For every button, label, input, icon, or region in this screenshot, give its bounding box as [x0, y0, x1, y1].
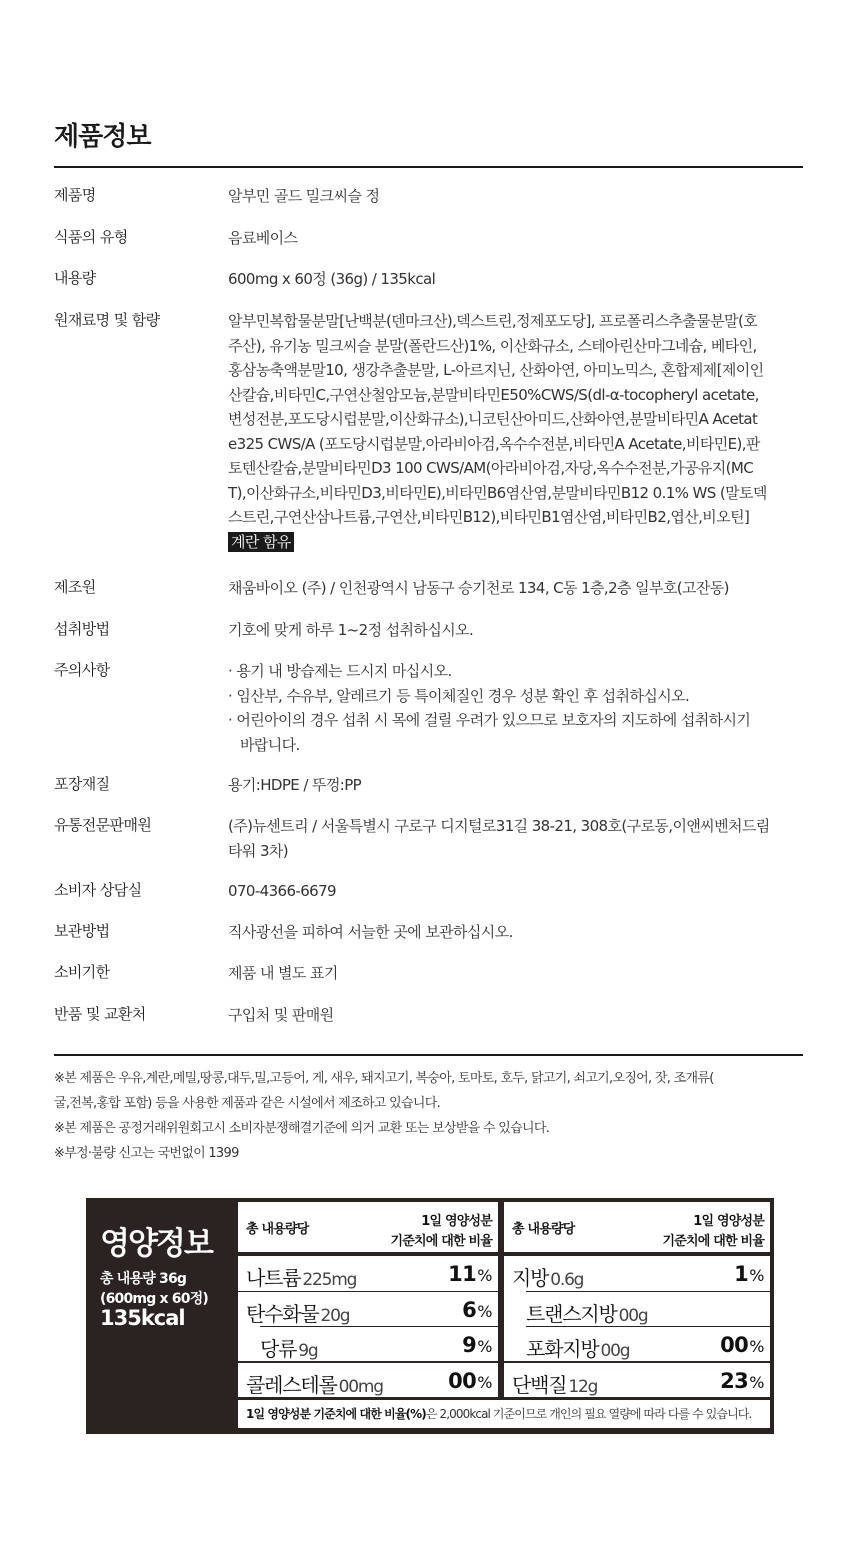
- notes-divider: [54, 1054, 803, 1056]
- percent-unit: %: [477, 1373, 492, 1392]
- notice-line: 굴,전복,홍합 포함) 등을 사용한 제품과 같은 시설에서 제조하고 있습니다.: [54, 1096, 441, 1111]
- row-label: 유통전문판매원: [54, 816, 152, 834]
- nutrient-name: 트랜스지방: [526, 1302, 617, 1326]
- title-divider: [54, 166, 803, 168]
- page-title: 제품정보: [54, 122, 151, 152]
- nutrient-percent: 00: [720, 1333, 749, 1357]
- nutrient-percent: 00: [448, 1369, 477, 1393]
- percent-unit: %: [477, 1337, 492, 1356]
- nutrient-amount: 00mg: [338, 1377, 383, 1397]
- nutrient-name: 단백질: [512, 1373, 567, 1397]
- row-value: 600mg x 60정 (36g) / 135kcal: [228, 270, 436, 288]
- nutrition-table-left: [238, 1202, 498, 1397]
- nutrient-name: 나트륨: [246, 1266, 301, 1290]
- nutrient-name: 탄수화물: [246, 1302, 319, 1326]
- notice-line: ※본 제품은 우유,계란,메밀,땅콩,대두,밀,고등어, 게, 새우, 돼지고기, 복숭아, 토마토, 호두, 닭고기, 쇠고기,오징어, 잣, 조개류(: [54, 1071, 714, 1086]
- phone-number: 070-4366-6679: [228, 882, 337, 900]
- row-label: 소비자 상담실: [54, 881, 142, 899]
- percent-unit: %: [749, 1337, 764, 1356]
- nutrient-row-carbohydrate: [238, 1292, 498, 1328]
- caution-list: [228, 659, 803, 757]
- nutrition-title: 영양정보: [100, 1226, 212, 1262]
- total-calories: 135kcal: [100, 1306, 185, 1330]
- nutrient-amount: 0.6g: [550, 1270, 584, 1290]
- header-daily-value: 1일 영양성분: [693, 1214, 764, 1229]
- distributor-value: [228, 814, 803, 863]
- row-label: 보관방법: [54, 922, 110, 940]
- nutrient-amount: 9g: [298, 1341, 318, 1361]
- nutrient-row-trans-fat: [504, 1292, 770, 1328]
- row-label: 섭취방법: [54, 620, 110, 638]
- allergen-badge: 계란 함유: [228, 532, 294, 552]
- row-value: 직사광선을 피하여 서늘한 곳에 보관하십시오.: [228, 923, 513, 941]
- nutrient-percent: 1: [734, 1262, 749, 1286]
- row-label: 제조원: [54, 578, 96, 596]
- percent-unit: %: [749, 1373, 764, 1392]
- header-daily-value: 1일 영양성분: [421, 1214, 492, 1229]
- row-value: 용기:HDPE / 뚜껑:PP: [228, 776, 362, 794]
- header-daily-value-ratio: 기준치에 대한 비율: [662, 1234, 764, 1249]
- nutrition-table-right: [504, 1202, 770, 1397]
- notice-text: [54, 1066, 803, 1166]
- nutrient-percent: 23: [720, 1369, 749, 1393]
- notice-line: ※부정·불량 신고는 국번없이 1399: [54, 1146, 239, 1161]
- nutrient-name: 포화지방: [526, 1337, 599, 1361]
- nutrient-percent: 11: [448, 1262, 477, 1286]
- notice-line: ※본 제품은 공정거래위원회고시 소비자분쟁해결기준에 의거 교환 또는 보상받을 수 있습니다.: [54, 1121, 550, 1136]
- nutrient-row-sugars: [238, 1327, 498, 1363]
- nutrient-row-protein: [504, 1363, 770, 1399]
- row-label: 식품의 유형: [54, 228, 128, 246]
- caution-item: · 용기 내 방습제는 드시지 마십시오.: [228, 662, 452, 680]
- header-per-content: 총 내용량당: [512, 1222, 575, 1237]
- nutrient-amount: 225mg: [302, 1270, 357, 1290]
- row-label: 소비기한: [54, 963, 110, 981]
- nutrition-footnote: [238, 1400, 770, 1428]
- ingredients-value: [228, 309, 803, 554]
- row-value: 음료베이스: [228, 229, 298, 247]
- nutrition-summary: [86, 1198, 236, 1434]
- nutrient-row-fat: [504, 1256, 770, 1292]
- ingredient-line: 알부민복합물분말[난백분(덴마크산),덱스트린,정제포도당], 프로폴리스추출물분말(호: [228, 312, 758, 330]
- nutrient-row-cholesterol: [238, 1363, 498, 1399]
- ingredient-line: T),이산화규소,비타민D3,비타민E),비타민B6염산염,분말비타민B12 0.1% WS (말토덱: [228, 483, 767, 502]
- nutrient-row-sodium: [238, 1256, 498, 1292]
- row-label: 원재료명 및 함량: [54, 311, 160, 329]
- nutrition-facts-panel: [86, 1198, 774, 1434]
- percent-unit: %: [477, 1302, 492, 1321]
- row-label: 포장재질: [54, 775, 110, 793]
- percent-unit: %: [749, 1266, 764, 1285]
- ingredient-line: 주산), 유기농 밀크씨슬 분말(폴란드산)1%, 이산화규소, 스테아린산마그네슘, 베타인,: [228, 336, 757, 355]
- ingredient-line: 변성전분,포도당시럽분말,이산화규소),니코틴산아미드,산화아연,분말비타민A Acetat: [228, 410, 758, 428]
- header-daily-value-ratio: 기준치에 대한 비율: [390, 1234, 492, 1249]
- nutrient-amount: 20g: [320, 1306, 350, 1326]
- nutrient-percent: 9: [462, 1333, 477, 1357]
- nutrient-amount: 12g: [568, 1377, 598, 1397]
- ingredient-line: 스트린,구연산삼나트륨,구연산,비타민B12),비타민B1염산염,비타민B2,엽산,비오틴]: [228, 508, 750, 526]
- nutrient-amount: 00g: [600, 1341, 630, 1361]
- ingredient-line: 토텐산칼슘,분말비타민D3 100 CWS/AM(아라비아검,자당,옥수수전분,가공유지(MC: [228, 459, 754, 477]
- ingredient-line: 홍삼농축액분말10, 생강추출분말, L-아르지닌, 산화아연, 아미노믹스, 혼합제제[제이인: [228, 361, 764, 379]
- row-value: 기호에 맞게 하루 1~2정 섭취하십시오.: [228, 621, 474, 639]
- footnote-bold: 1일 영양성분 기준치에 대한 비율(%): [246, 1407, 426, 1421]
- caution-item: · 임산부, 수유부, 알레르기 등 특이체질인 경우 성분 확인 후 섭취하십시오.: [228, 686, 690, 705]
- row-label: 반품 및 교환처: [54, 1005, 146, 1023]
- ingredient-line: e325 CWS/A (포도당시럽분말,아라비아검,옥수수전분,비타민A Acetate,비타민E),판: [228, 434, 760, 453]
- row-value: 채움바이오 (주) / 인천광역시 남동구 승기천로 134, C동 1층,2층 일부호(고잔동): [228, 579, 729, 597]
- ingredient-line: 산칼슘,비타민C,구연산철암모늄,분말비타민E50%CWS/S(dl-α-tocopheryl acetate,: [228, 385, 759, 404]
- row-label: 주의사항: [54, 661, 110, 679]
- header-per-content: 총 내용량당: [246, 1222, 309, 1237]
- total-content-detail: (600mg x 60정): [100, 1291, 209, 1307]
- distributor-line: (주)뉴센트리 / 서울특별시 구로구 디지털로31길 38-21, 308호(구로동,이앤씨벤처드림: [228, 817, 770, 835]
- percent-unit: %: [477, 1266, 492, 1285]
- nutrient-amount: 00g: [618, 1306, 648, 1326]
- row-label: 제품명: [54, 186, 96, 204]
- nutrient-name: 당류: [260, 1337, 297, 1361]
- distributor-line: 타워 3차): [228, 841, 289, 860]
- nutrient-row-saturated-fat: [504, 1327, 770, 1363]
- caution-item-continued: 바랍니다.: [240, 735, 300, 754]
- row-value: 구입처 및 판매원: [228, 1006, 334, 1024]
- row-value: 제품 내 별도 표기: [228, 964, 338, 982]
- nutrient-name: 콜레스테롤: [246, 1373, 337, 1397]
- nutrient-name: 지방: [512, 1266, 549, 1290]
- caution-item: · 어린아이의 경우 섭취 시 목에 걸릴 우려가 있으므로 보호자의 지도하에 섭취하시기: [228, 711, 751, 729]
- total-content: 총 내용량 36g: [100, 1271, 187, 1287]
- nutrient-percent: 6: [462, 1298, 477, 1322]
- row-label: 내용량: [54, 269, 96, 287]
- footnote-text: 은 2,000kcal 기준이므로 개인의 필요 열량에 따라 다를 수 있습니다.: [425, 1407, 752, 1421]
- row-value: 알부민 골드 밀크씨슬 정: [228, 187, 380, 205]
